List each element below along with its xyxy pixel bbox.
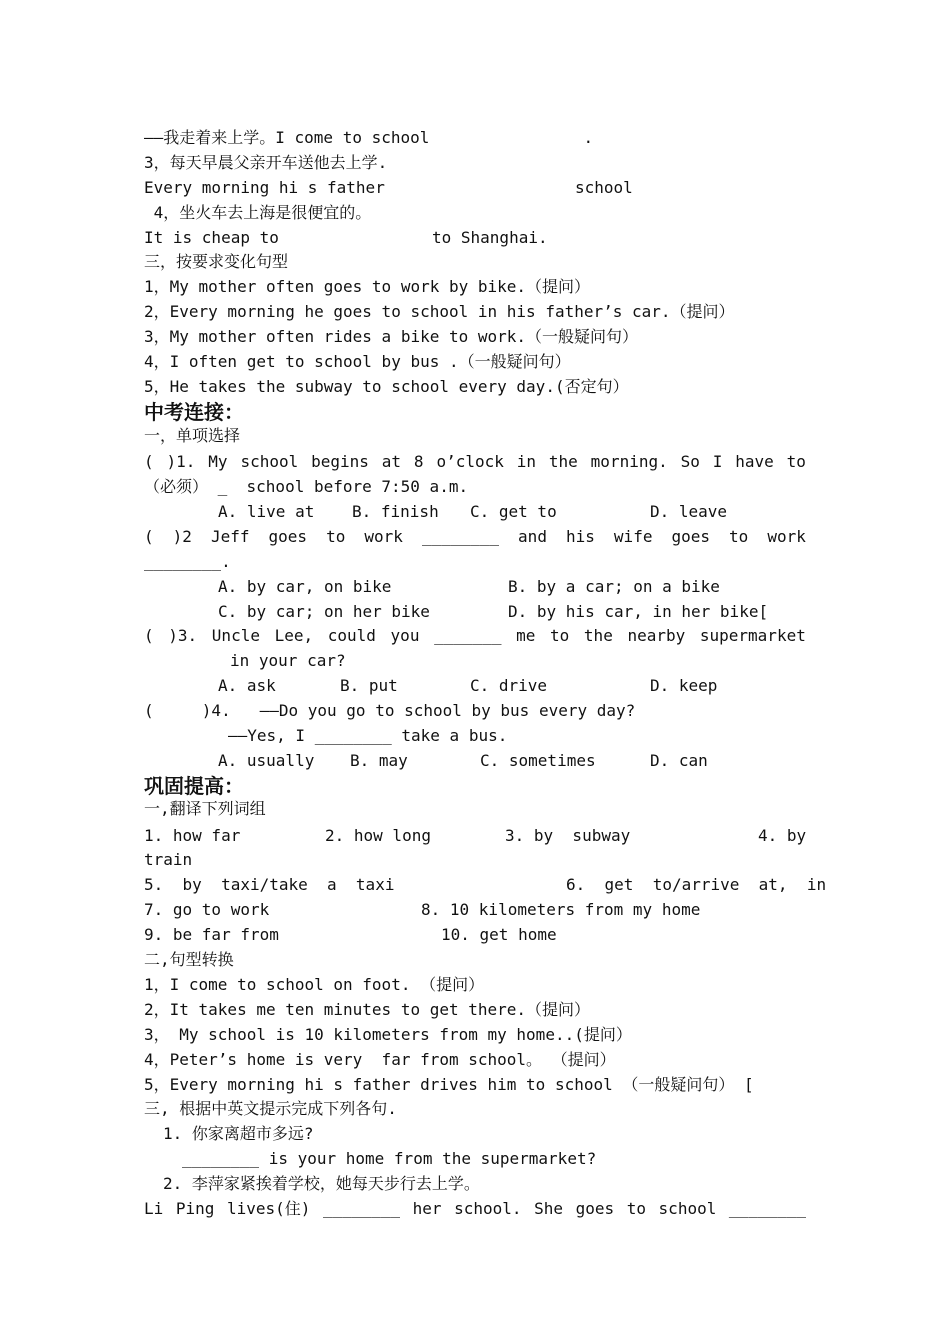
exercise-item: 2. 李萍家紧挨着学校，她每天步行去上学。 (163, 1174, 480, 1193)
word: o’clock (436, 452, 504, 471)
option-b: B. finish (352, 502, 439, 521)
word: ( (144, 527, 154, 546)
section-heading: 二,句型转换 (144, 950, 234, 969)
exercise-item: 1. 你家离超市多远? (163, 1124, 314, 1143)
phrase-item: 8. 10 kilometers from my home (421, 900, 701, 919)
word: me (516, 626, 536, 645)
word: )2 (172, 527, 192, 546)
word: goes (268, 527, 308, 546)
phrase-item: 1. how far (144, 826, 241, 845)
option-b: B. put (340, 676, 398, 695)
text-line: ( )4. ——Do you go to school by bus every day? (144, 701, 636, 720)
word: I (712, 452, 723, 471)
option-d: D. leave (650, 502, 728, 521)
section-heading: 三, 根据中英文提示完成下列各句. (144, 1099, 397, 1118)
option-b: B. may (350, 751, 408, 770)
question-3-line (144, 626, 806, 646)
word: have (735, 452, 774, 471)
word: Ping (175, 1199, 215, 1218)
text-line: ——我走着来上学。I come to school . (144, 128, 594, 147)
question-1-line (144, 452, 806, 472)
word: school (658, 1199, 717, 1218)
word: school. (454, 1199, 522, 1218)
exercise-item: 5，Every morning hi s father drives him to school （一般疑问句） [ (144, 1075, 754, 1094)
zhongkao-heading: 中考连接： (144, 400, 244, 424)
option-d: D. can (650, 751, 708, 770)
text-line: ——Yes, I ________ take a bus. (228, 726, 508, 745)
word: work (767, 527, 806, 546)
section-heading: 三，按要求变化句型 (144, 252, 289, 271)
word: 8 (413, 452, 424, 471)
option-b: B. by a car; on a bike (508, 577, 720, 596)
text-line: 3，每天早晨父亲开车送他去上学. (144, 153, 388, 172)
option-c: C. drive (470, 676, 548, 695)
word: So (680, 452, 700, 471)
phrase-item: 4. by (758, 826, 807, 845)
word: to (550, 626, 570, 645)
text-line: to Shanghai. (432, 228, 548, 247)
word: ( (144, 626, 154, 645)
phrase-item: 3. by subway (505, 826, 631, 845)
exercise-item: 2，Every morning he goes to school in his father’s car.（提问） (144, 302, 735, 321)
option-c: C. sometimes (480, 751, 596, 770)
word: the (583, 626, 613, 645)
word: Li (144, 1199, 164, 1218)
text-line: school (575, 178, 633, 197)
word: in (516, 452, 537, 471)
phrase-item: 9. be far from (144, 925, 279, 944)
word: ________ (421, 527, 500, 546)
phrase-item: 10. get home (441, 925, 557, 944)
word: the (548, 452, 578, 471)
word: )3. (168, 626, 198, 645)
text-line: 4，坐火车去上海是很便宜的。 (144, 203, 372, 222)
word: My (208, 452, 228, 471)
section-heading: 一,翻译下列词组 (144, 799, 266, 818)
word: _______ (434, 626, 502, 645)
word: work (364, 527, 403, 546)
word: morning. (590, 452, 668, 471)
word: you (390, 626, 420, 645)
option-d: D. keep (650, 676, 718, 695)
word: Uncle (211, 626, 260, 645)
text-line: （必须） _ school before 7:50 a.m. (144, 477, 469, 496)
word: Jeff (210, 527, 250, 546)
word: could (327, 626, 376, 645)
word: his (565, 527, 595, 546)
word: her (412, 1199, 442, 1218)
gonggu-heading: 巩固提高： (144, 774, 244, 798)
option-a: A. live at (218, 502, 315, 521)
option-c: C. get to (470, 502, 557, 521)
word: lives(住) (226, 1199, 311, 1218)
word: and (518, 527, 547, 546)
word: ( (144, 452, 154, 471)
exercise-item: 5，He takes the subway to school every day.(否定句） (144, 377, 629, 396)
exercise-item: 1，My mother often goes to work by bike.（提问） (144, 277, 591, 296)
word: at (381, 452, 402, 471)
word: goes (575, 1199, 615, 1218)
word: supermarket (699, 626, 806, 645)
option-a: A. by car, on bike (218, 577, 392, 596)
text-line: Every morning hi s father (144, 178, 385, 197)
word: ________ (728, 1199, 806, 1218)
word: wife (613, 527, 653, 546)
exercise-2-line (144, 1199, 806, 1219)
text-line: ________. (144, 552, 231, 571)
exercise-item: 3，My mother often rides a bike to work.（一般疑问句） (144, 327, 639, 346)
option-a: A. ask (218, 676, 276, 695)
option-d: D. by his car, in her bike[ (508, 602, 769, 621)
word: goes (671, 527, 711, 546)
option-a: A. usually (218, 751, 315, 770)
text-line: ________ is your home from the supermarket? (182, 1149, 597, 1168)
exercise-item: 1，I come to school on foot. （提问） (144, 975, 485, 994)
word: )1. (166, 452, 196, 471)
question-2-line (144, 527, 806, 547)
word: to (786, 452, 806, 471)
text-line: It is cheap to (144, 228, 279, 247)
section-heading: 一，单项选择 (144, 426, 241, 445)
phrase-item: 6. get to/arrive at, in (566, 875, 827, 894)
exercise-item: 3， My school is 10 kilometers from my home..(提问） (144, 1025, 632, 1044)
option-c: C. by car; on her bike (218, 602, 430, 621)
exercise-item: 4，Peter’s home is very far from school。 （提问） (144, 1050, 616, 1069)
word: begins (311, 452, 369, 471)
word: nearby (627, 626, 686, 645)
phrase-item: 5. by taxi/take a taxi (144, 875, 395, 894)
word: Lee, (274, 626, 314, 645)
word: to (326, 527, 346, 546)
phrase-item: train (144, 850, 193, 869)
word: school (240, 452, 299, 471)
exercise-item: 2，It takes me ten minutes to get there.（提问） (144, 1000, 591, 1019)
word: to (626, 1199, 646, 1218)
word: to (729, 527, 749, 546)
exercise-item: 4，I often get to school by bus .（一般疑问句） (144, 352, 571, 371)
phrase-item: 7. go to work (144, 900, 270, 919)
text-line: in your car? (230, 651, 346, 670)
phrase-item: 2. how long (325, 826, 431, 845)
word: She (534, 1199, 564, 1218)
word: ________ (322, 1199, 401, 1218)
